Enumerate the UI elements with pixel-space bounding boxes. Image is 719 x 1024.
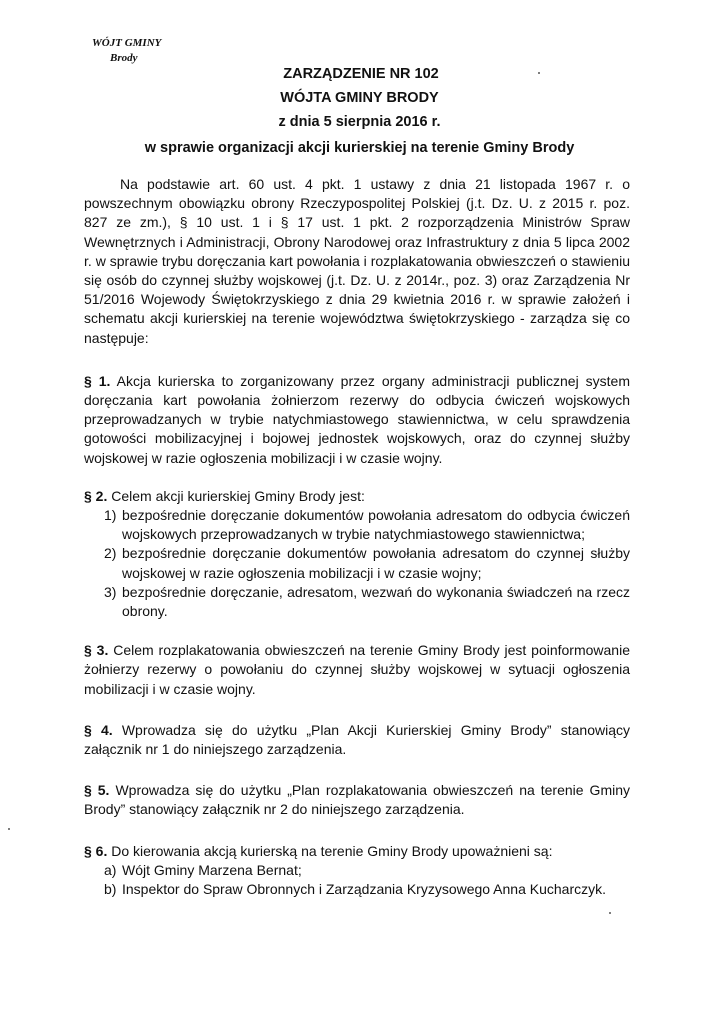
section-label: § 3. bbox=[84, 642, 109, 659]
list-item bbox=[84, 880, 630, 899]
stamp-line-2: Brody bbox=[110, 52, 138, 64]
document-date: z dnia 5 sierpnia 2016 r. bbox=[278, 114, 441, 130]
section-text: Wprowadza się do użytku „Plan Akcji Kurierskiej Gminy Brody” stanowiący załącznik nr 1 do niniejszego zarządzenia. bbox=[84, 721, 630, 758]
document-header bbox=[0, 62, 719, 134]
list-item-text: Wójt Gminy Marzena Bernat; bbox=[122, 861, 302, 878]
document-subject: w sprawie organizacji akcji kurierskiej na terenie Gminy Brody bbox=[144, 140, 575, 156]
section-2 bbox=[84, 487, 630, 621]
list-item-number: 1) bbox=[104, 507, 117, 524]
list-item-letter: b) bbox=[104, 881, 117, 898]
list-item-letter: a) bbox=[104, 861, 117, 878]
document-body bbox=[84, 175, 630, 899]
section-label: § 6. bbox=[84, 842, 108, 859]
section-text: Celem rozplakatowania obwieszczeń na terenie Gminy Brody jest poinformowanie żołnierzy rezerwy o powołaniu do czynnej służby wojskowej w sytuacji ogłoszenia mobilizacji i w czasie wojny. bbox=[84, 642, 630, 697]
document-authority: WÓJTA GMINY BRODY bbox=[280, 90, 439, 106]
list-item-text: Inspektor do Spraw Obronnych i Zarządzania Kryzysowego Anna Kucharczyk. bbox=[122, 881, 607, 898]
authorized-persons-list bbox=[84, 861, 630, 899]
section-text: Celem akcji kurierskiej Gminy Brody jest: bbox=[107, 487, 365, 504]
scan-speck bbox=[609, 912, 611, 914]
list-item bbox=[84, 861, 630, 880]
list-item-text: bezpośrednie doręczanie, adresatom, wezwań do wykonania świadczeń na rzecz obrony. bbox=[122, 583, 630, 620]
goals-list bbox=[84, 506, 630, 621]
section-label: § 4. bbox=[84, 721, 113, 738]
list-item-text: bezpośrednie doręczanie dokumentów powołania adresatom do czynnej służby wojskowej w razie ogłoszenia mobilizacji i w czasie wojny; bbox=[122, 545, 630, 581]
list-item bbox=[84, 583, 630, 621]
list-item-number: 2) bbox=[104, 545, 117, 562]
section-6 bbox=[84, 842, 630, 900]
list-item bbox=[84, 506, 630, 544]
section-5 bbox=[84, 781, 630, 819]
stamp-line-1: WÓJT GMINY bbox=[92, 37, 162, 49]
section-4 bbox=[84, 721, 630, 759]
document-title: ZARZĄDZENIE NR 102 bbox=[283, 66, 439, 82]
section-label: § 2. bbox=[84, 487, 108, 504]
section-3 bbox=[84, 641, 630, 699]
section-text: Akcja kurierska to zorganizowany przez organy administracji publicznej system doręczania kart powołania żołnierzom rezerwy do odbycia ćwiczeń wojskowych przeprowadzanych w trybie natychmiastowego stawiennictwa, w celu sprawdzenia gotowości mobilizacyjnej i bojowej jednostek wojskowych, oraz do czynnej służby wojskowej w razie ogłoszenia mobilizacji i w czasie wojny. bbox=[84, 372, 631, 466]
section-1 bbox=[84, 372, 630, 468]
section-text: Wprowadza się do użytku „Plan rozplakatowania obwieszczeń na terenie Gminy Brody” stanowiący załącznik nr 2 do niniejszego zarządzenia. bbox=[84, 782, 630, 818]
section-label: § 1. bbox=[84, 372, 111, 389]
list-item bbox=[84, 544, 630, 582]
scan-speck bbox=[8, 828, 10, 830]
list-item-number: 3) bbox=[104, 583, 117, 600]
scan-speck bbox=[538, 72, 540, 74]
list-item-text: bezpośrednie doręczanie dokumentów powołania adresatom do odbycia ćwiczeń wojskowych przeprowadzanych w trybie natychmiastowego stawiennictwa; bbox=[122, 507, 630, 543]
section-text: Do kierowania akcją kurierską na terenie Gminy Brody upoważnieni są: bbox=[107, 842, 553, 859]
section-label: § 5. bbox=[84, 782, 110, 799]
legal-basis-paragraph: Na podstawie art. 60 ust. 4 pkt. 1 ustawy z dnia 21 listopada 1967 r. o powszechnym obowiązku obrony Rzeczypospolitej Polskiej (j.t. Dz. U. z 2015 r. poz. 827 ze zm.), § 10 ust. 1 i § 17 ust. 1 pkt. 2 rozporządzenia Ministrów Spraw Wewnętrznych i Administracji, Obrony Narodowej oraz Infrastruktury z dnia 5 lipca 2002 r. w sprawie trybu doręczania kart powołania i rozplakatowania obwieszczeń o stawieniu się osób do czynnej służby wojskowej (j.t. Dz. U. z 2014r., poz. 3) oraz Zarządzenia Nr 51/2016 Wojewody Świętokrzyskiego z dnia 29 kwietnia 2016 r. w sprawie założeń i schematu akcji kurierskiej na terenie województwa świętokrzyskiego - zarządza się co następuje: bbox=[84, 176, 630, 346]
